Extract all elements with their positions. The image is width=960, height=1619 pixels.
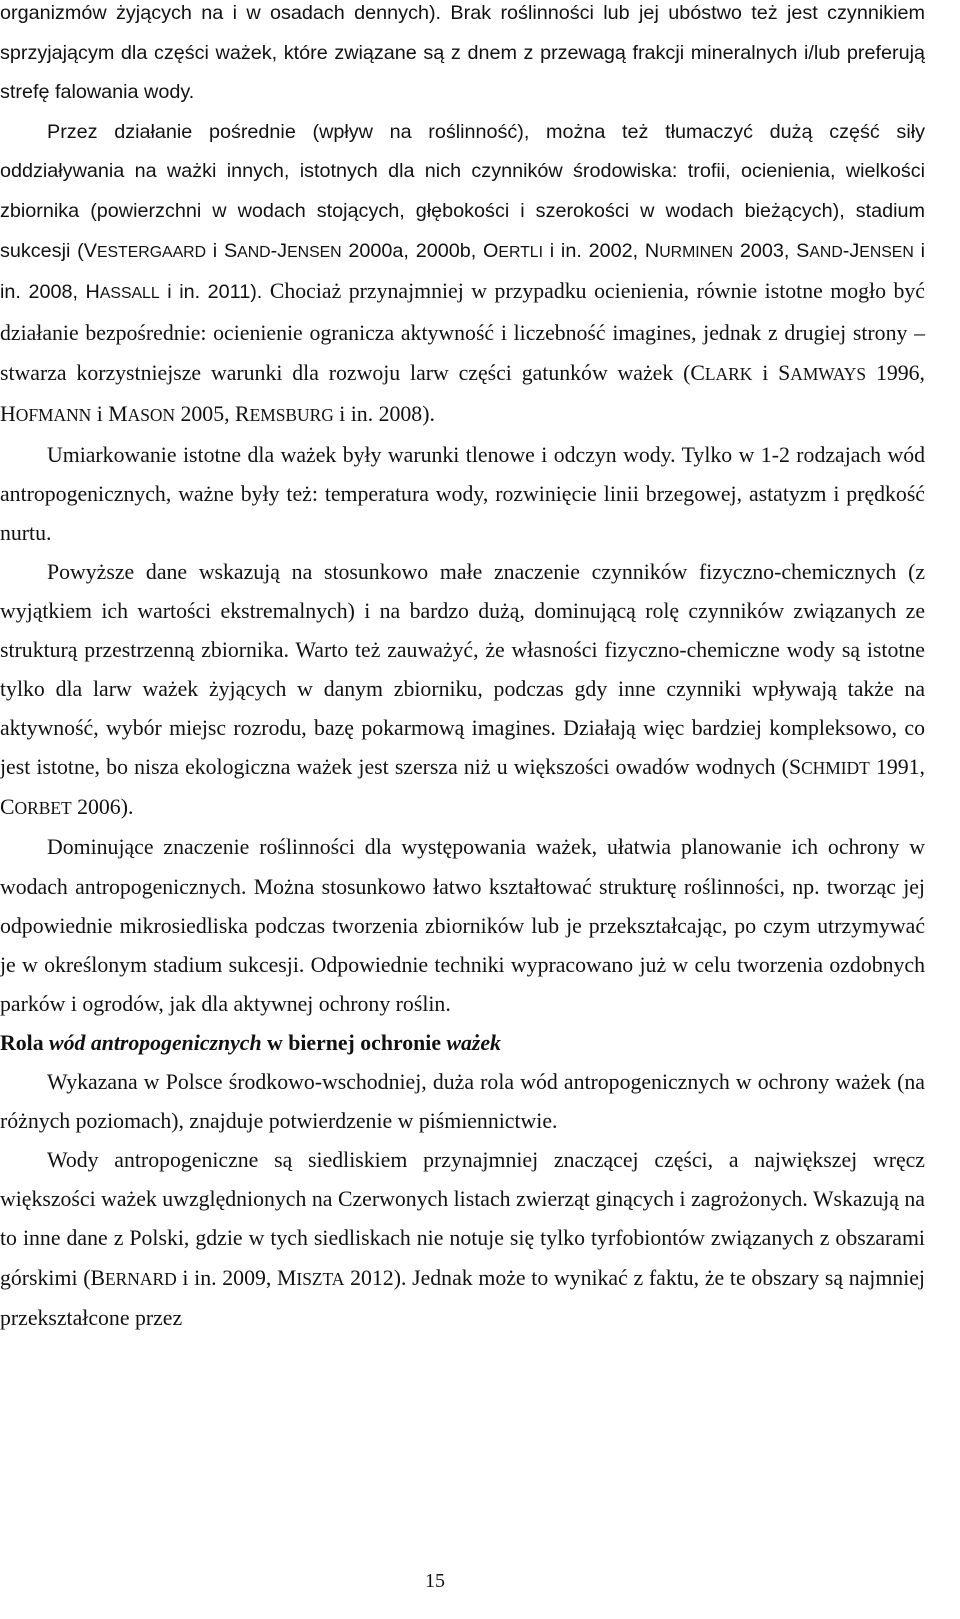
citation: OERTLI (483, 239, 543, 262)
citation: MISZTA (277, 1265, 345, 1290)
paragraph-text: Powyższe dane wskazują na stosunkowo małe znaczenie czynników fizyczno-chemicznych (z wyjątkiem ich wartości ekstremalnych) i na bardzo dużą, dominującą rolę czynników związanych ze strukturą przestrzenną zbiornika. Warto też zauważyć, że własności fizyczno-chemiczne wody są istotne tylko dla larw ważek żyjących w danym zbiorniku, podczas gdy inne czynniki wpływają także na aktywność, wybór miejsc rozrodu, bazę pokarmową imagines. Działają więc bardziej kompleksowo, co jest istotne, bo nisza ekologiczna ważek jest szersza niż u większości owadów wodnych ( (0, 559, 925, 780)
citation: BERNARD (90, 1265, 177, 1290)
paragraph-vegetation (0, 828, 925, 1023)
citation: NURMINEN (644, 239, 734, 262)
paragraph-text: Przez działanie pośrednie (wpływ na roślinność), można też tłumaczyć dużą część siły oddziaływania na ważki innych, istotnych dla nich czynników środowiska: trofii, ocienienia, wielkości zbiornika (powierzchni w wodach stojących, głębokości i szerokości w wodach bieżących), stadium sukcesji ( (0, 120, 925, 262)
paragraph-continuation (0, 0, 925, 113)
paragraph-poland (0, 1063, 925, 1141)
citation: VESTERGAARD (83, 239, 206, 262)
paragraph-text: Dominujące znaczenie roślinności dla występowania ważek, ułatwia planowanie ich ochrony w wodach antropogenicznych. Można stosunkowo łatwo kształtować strukturę roślinności, np. tworząc jej odpowiednie mikrosiedliska podczas tworzenia zbiorników lub je przekształcając, po czym utrzymywać je w określonym stadium sukcesji. Odpowiednie techniki wypracowano już w celu tworzenia ozdobnych parków i ogrodów, jak dla aktywnej ochrony roślin. (0, 835, 925, 1016)
paragraph-text: Wykazana w Polsce środkowo-wschodniej, duża rola wód antropogenicznych w ochrony ważek (na różnych poziomach), znajduje potwierdzenie w piśmiennictwie. (0, 1070, 925, 1134)
page-number: 15 (425, 1570, 445, 1592)
citation: SAND-JENSEN (223, 239, 342, 262)
citation: CLARK (690, 361, 753, 386)
paragraph-anthropogenic: Wody antropogeniczne są siedliskiem przynajmniej znaczącej części, a największej wręcz większości ważek uwzględnionych na Czerwonych listach zwierząt ginących i zagrożonych. Wskazują na to inne dane z Polski, gdzie w tych siedliskach nie notuje się tylko tyrfobiontów związanych z obszarami górskimi (BERNARD i in. 2009, MISZTA 2012). Jednak może to wynikać z faktu, że te obszary są najmniej przekształcone przez (0, 1148, 925, 1330)
paragraph-text-serif: Chociaż przynajmniej w przypadku ocienienia, równie istotne mogło być działanie bezpośrednie: ocienienie ogranicza aktywność i liczebność imagines, jednak z drugiej strony – stwarza korzystniejsze warunki dla rozwoju larw części gatunków ważek (CLARK i SAMWAYS 1996, HOFMANN i MASON 2005, REMSBURG i in. 2008). (0, 279, 925, 426)
citation: MASON (108, 401, 176, 426)
paragraph-summary: Powyższe dane wskazują na stosunkowo małe znaczenie czynników fizyczno-chemicznych (z wyjątkiem ich wartości ekstremalnych) i na bardzo dużą, dominującą rolę czynników związanych ze strukturą przestrzenną zbiornika. Warto też zauważyć, że własności fizyczno-chemiczne wody są istotne tylko dla larw ważek żyjących w danym zbiorniku, podczas gdy inne czynniki wpływają także na aktywność, wybór miejsc rozrodu, bazę pokarmową imagines. Działają więc bardziej kompleksowo, co jest istotne, bo nisza ekologiczna ważek jest szersza niż u większości owadów wodnych (SCHMIDT 1991, CORBET 2006). (0, 559, 925, 820)
paragraph-text: Wody antropogeniczne są siedliskiem przynajmniej znaczącej części, a największej wręcz większości ważek uwzględnionych na Czerwonych listach zwierząt ginących i zagrożonych. Wskazują na to inne dane z Polski, gdzie w tych siedliskach nie notuje się tylko tyrfobiontów związanych z obszarami górskimi ( (0, 1148, 925, 1290)
paragraph-indirect-effects: Przez działanie pośrednie (wpływ na roślinność), można też tłumaczyć dużą część siły oddziaływania na ważki innych, istotnych dla nich czynników środowiska: trofii, ocienienia, wielkości zbiornika (powierzchni w wodach stojących, głębokości i szerokości w wodach bieżących), stadium sukcesji (VESTERGAARD i SAND-JENSEN 2000a, 2000b, OERTLI i in. 2002, NURMINEN 2003, SAND-JENSEN i in. 2008, HASSALL i in. 2011). Chociaż przynajmniej w przypadku ocienienia, równie istotne mogło być działanie bezpośrednie: ocienienie ogranicza aktywność i liczebność imagines, jednak z drugiej strony – stwarza korzystniejsze warunki dla rozwoju larw części gatunków ważek (CLARK i SAMWAYS 1996, HOFMANN i MASON 2005, REMSBURG i in. 2008). (0, 120, 925, 426)
paragraph-oxygen (0, 436, 925, 553)
citation: REMSBURG (235, 401, 334, 426)
citation: HASSALL (85, 281, 160, 304)
citation: CORBET (0, 795, 72, 820)
citation: SAMWAYS (778, 361, 867, 386)
paragraph-text: organizmów żyjących na i w osadach dennych). Brak roślinności lub jej ubóstwo też jest czynnikiem sprzyjającym dla części ważek, które związane są z dnem z przewagą frakcji mineralnych i/lub preferują strefę falowania wody. (0, 2, 925, 104)
section-heading: Rola wód antropogenicznych w biernej ochronie ważek (0, 1030, 501, 1055)
paragraph-text: Umiarkowanie istotne dla ważek były warunki tlenowe i odczyn wody. Tylko w 1-2 rodzajach wód antropogenicznych, ważne były też: temperatura wody, rozwinięcie linii brzegowej, astatyzm i prędkość nurtu. (0, 442, 925, 545)
citation: SCHMIDT (788, 755, 870, 780)
citation: SAND-JENSEN (796, 239, 914, 262)
citation: HOFMANN (0, 401, 92, 426)
